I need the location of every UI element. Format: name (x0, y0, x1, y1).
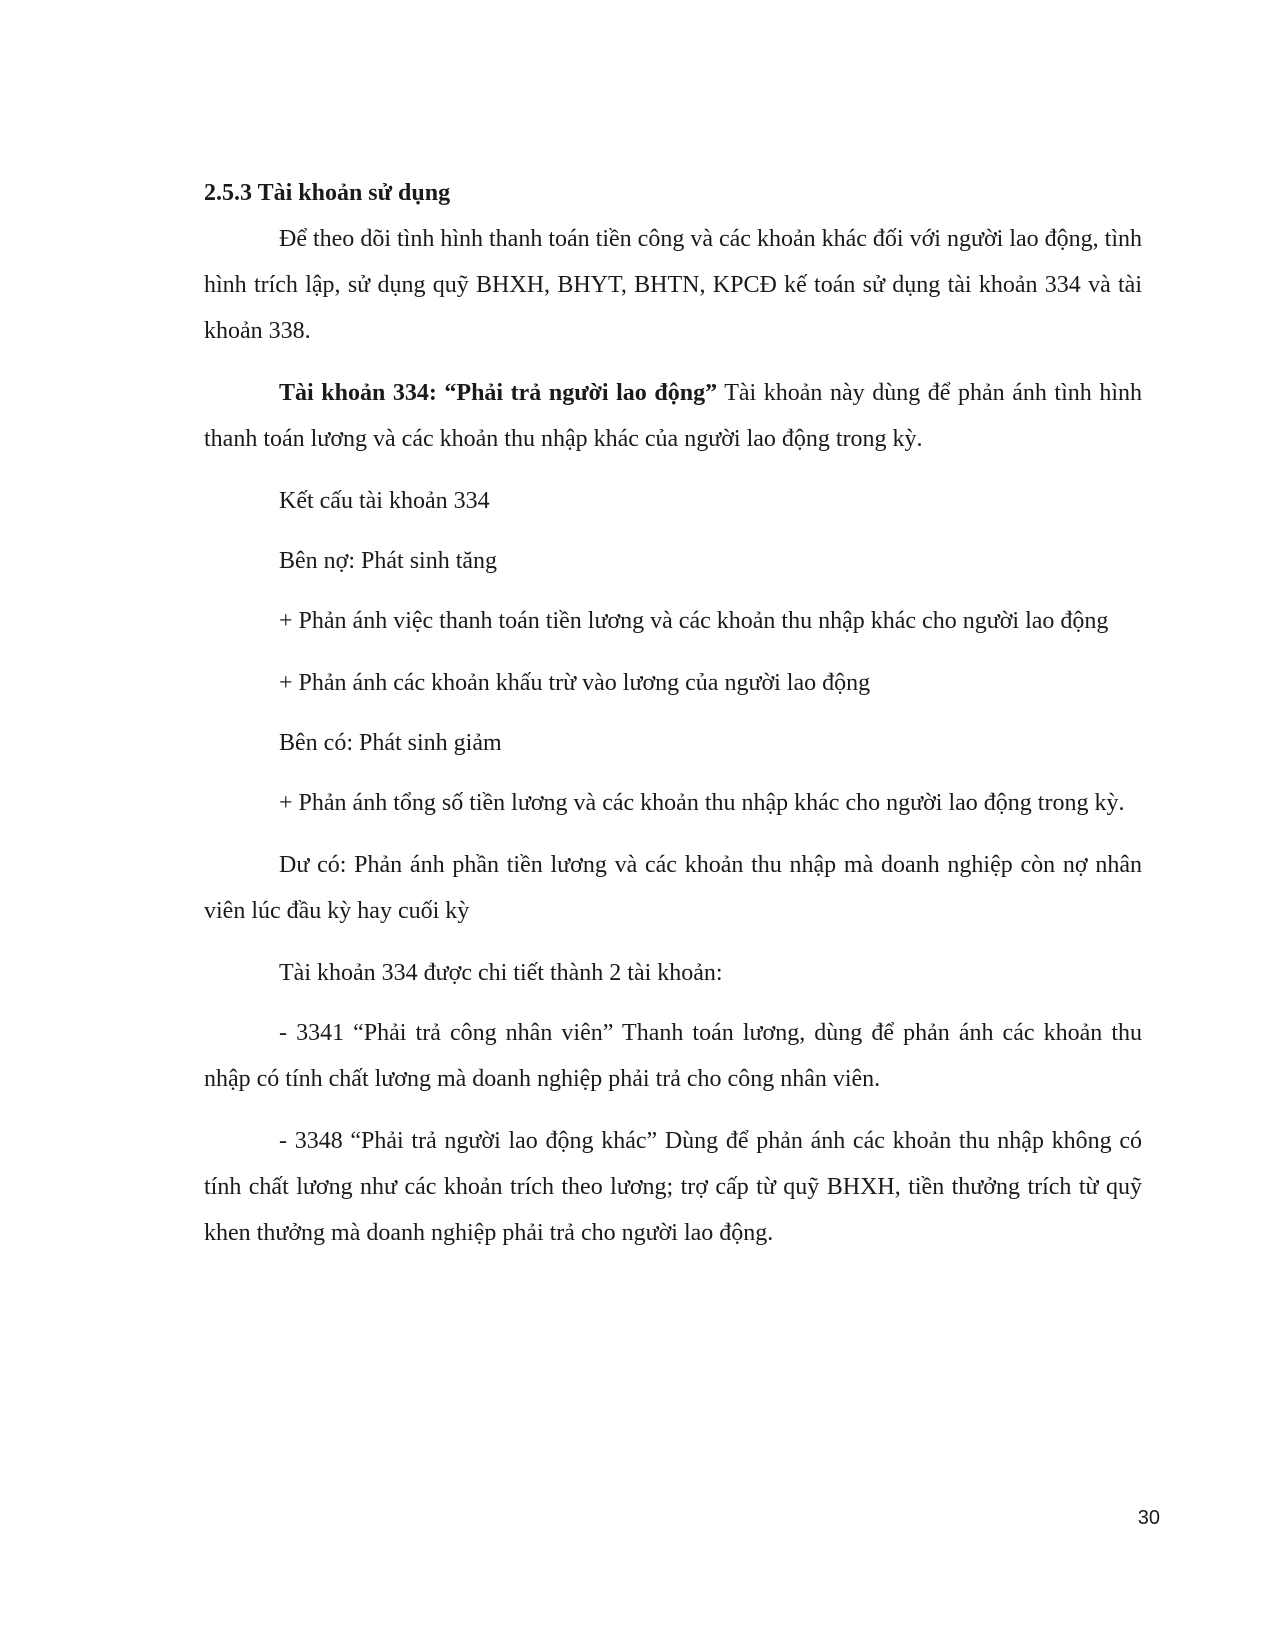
page-body (204, 170, 1142, 1272)
debit-item-1: + Phản ánh việc thanh toán tiền lương và các khoản thu nhập khác cho người lao động (279, 608, 1109, 634)
account-334-description: Tài khoản này dùng để phản ánh tình hình thanh toán lương và các khoản thu nhập khác của người lao động trong kỳ. (204, 380, 1142, 452)
debit-side-line: Bên nợ: Phát sinh tăng (279, 548, 498, 574)
page-number: 30 (1137, 1507, 1160, 1529)
credit-side-line: Bên có: Phát sinh giảm (279, 730, 502, 756)
account-334-paragraph (204, 370, 1142, 462)
intro-paragraph: Để theo dõi tình hình thanh toán tiền công và các khoản khác đối với người lao động, tình hình trích lập, sử dụng quỹ BHXH, BHYT, BHTN, KPCĐ kế toán sử dụng tài khoản 334 và tài khoản 338. (204, 226, 1142, 344)
structure-line: Kết cấu tài khoản 334 (279, 488, 490, 514)
account-334-title: Tài khoản 334: “Phải trả người lao động” (279, 380, 718, 406)
section-heading: 2.5.3 Tài khoản sử dụng (204, 180, 451, 206)
debit-item-2: + Phản ánh các khoản khấu trừ vào lương của người lao động (279, 670, 871, 696)
sub-account-3348: - 3348 “Phải trả người lao động khác” Dùng để phản ánh các khoản thu nhập không có tính chất lương như các khoản trích theo lương; trợ cấp từ quỹ BHXH, tiền thưởng trích từ quỹ khen thưởng mà doanh nghiệp phải trả cho người lao động. (204, 1128, 1142, 1246)
detail-intro-line: Tài khoản 334 được chi tiết thành 2 tài khoản: (279, 960, 723, 986)
sub-account-3341: - 3341 “Phải trả công nhân viên” Thanh toán lương, dùng để phản ánh các khoản thu nhập có tính chất lương mà doanh nghiệp phải trả cho công nhân viên. (204, 1020, 1142, 1092)
balance-paragraph: Dư có: Phản ánh phần tiền lương và các khoản thu nhập mà doanh nghiệp còn nợ nhân viên lúc đầu kỳ hay cuối kỳ (204, 852, 1142, 924)
credit-item-1: + Phản ánh tổng số tiền lương và các khoản thu nhập khác cho người lao động trong kỳ. (279, 790, 1125, 816)
